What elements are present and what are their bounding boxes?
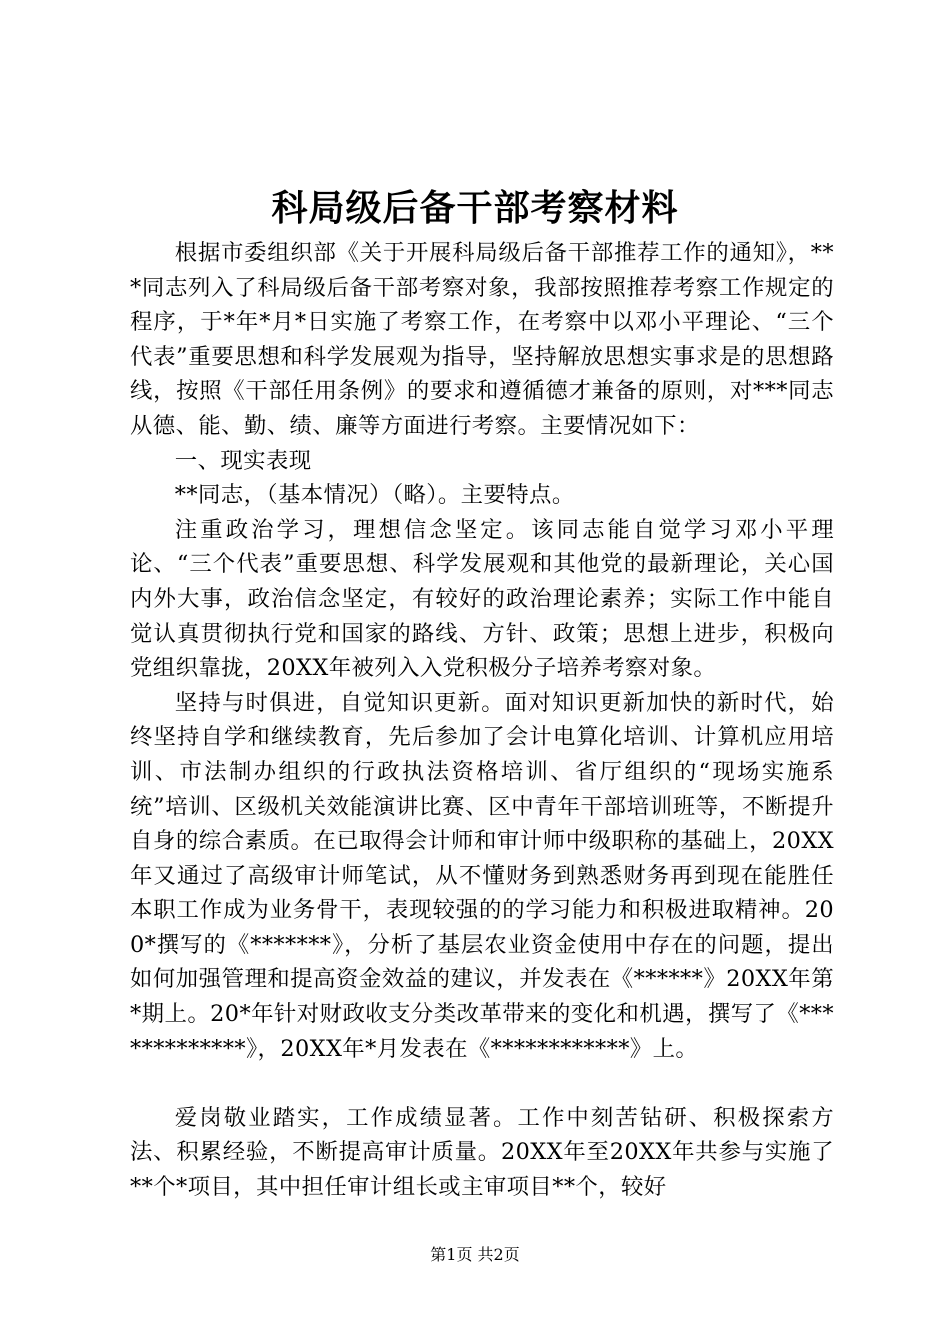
paragraph-work-performance: 爱岗敬业踏实，工作成绩显著。工作中刻苦钻研、积极探索方法、积累经验，不断提高审计质量。20XX年至20XX年共参与实施了**个*项目，其中担任审计组长或主审项目**个，较好 — [130, 1104, 834, 1201]
page-number: 第1页 共2页 — [430, 1245, 520, 1264]
document-body — [130, 236, 834, 1205]
paragraph-knowledge-update: 坚持与时俱进，自觉知识更新。面对知识更新加快的新时代，始终坚持自学和继续教育，先后参加了会计电算化培训、计算机应用培训、市法制办组织的行政执法资格培训、省厅组织的“现场实施系统”培训、区级机关效能演讲比赛、区中青年干部培训班等，不断提升自身的综合素质。在已取得会计师和审计师中级职称的基础上，20XX年又通过了高级审计师笔试，从不懂财务到熟悉财务再到现在能胜任本职工作成为业务骨干，表现较强的的学习能力和积极进取精神。200*撰写的《*******》，分析了基层农业资金使用中存在的问题，提出如何加强管理和提高资金效益的建议，并发表在《******》20XX年第*期上。20*年针对财政收支分类改革带来的变化和机遇，撰写了《*************》，20XX年*月发表在《************》上。 — [130, 689, 834, 1062]
paragraph-political-study: 注重政治学习，理想信念坚定。该同志能自觉学习邓小平理论、“三个代表”重要思想、科学发展观和其他党的最新理论，关心国内外大事，政治信念坚定，有较好的政治理论素养；实际工作中能自觉认真贯彻执行党和国家的路线、方针、政策；思想上进步，积极向党组织靠拢，20XX年被列入入党积极分子培养考察对象。 — [130, 516, 834, 682]
document-title: 科局级后备干部考察材料 — [271, 187, 679, 229]
section-heading: 一、现实表现 — [174, 447, 312, 474]
paragraph-intro: 根据市委组织部《关于开展科局级后备干部推荐工作的通知》，***同志列入了科局级后备干部考察对象，我部按照推荐考察工作规定的程序，于*年*月*日实施了考察工作，在考察中以邓小平理论、“三个代表”重要思想和科学发展观为指导，坚持解放思想实事求是的思想路线，按照《干部任用条例》的要求和遵循德才兼备的原则，对***同志从德、能、勤、绩、廉等方面进行考察。主要情况如下： — [130, 240, 834, 439]
paragraph-basic-info: **同志，（基本情况）（略）。主要特点。 — [174, 482, 575, 509]
